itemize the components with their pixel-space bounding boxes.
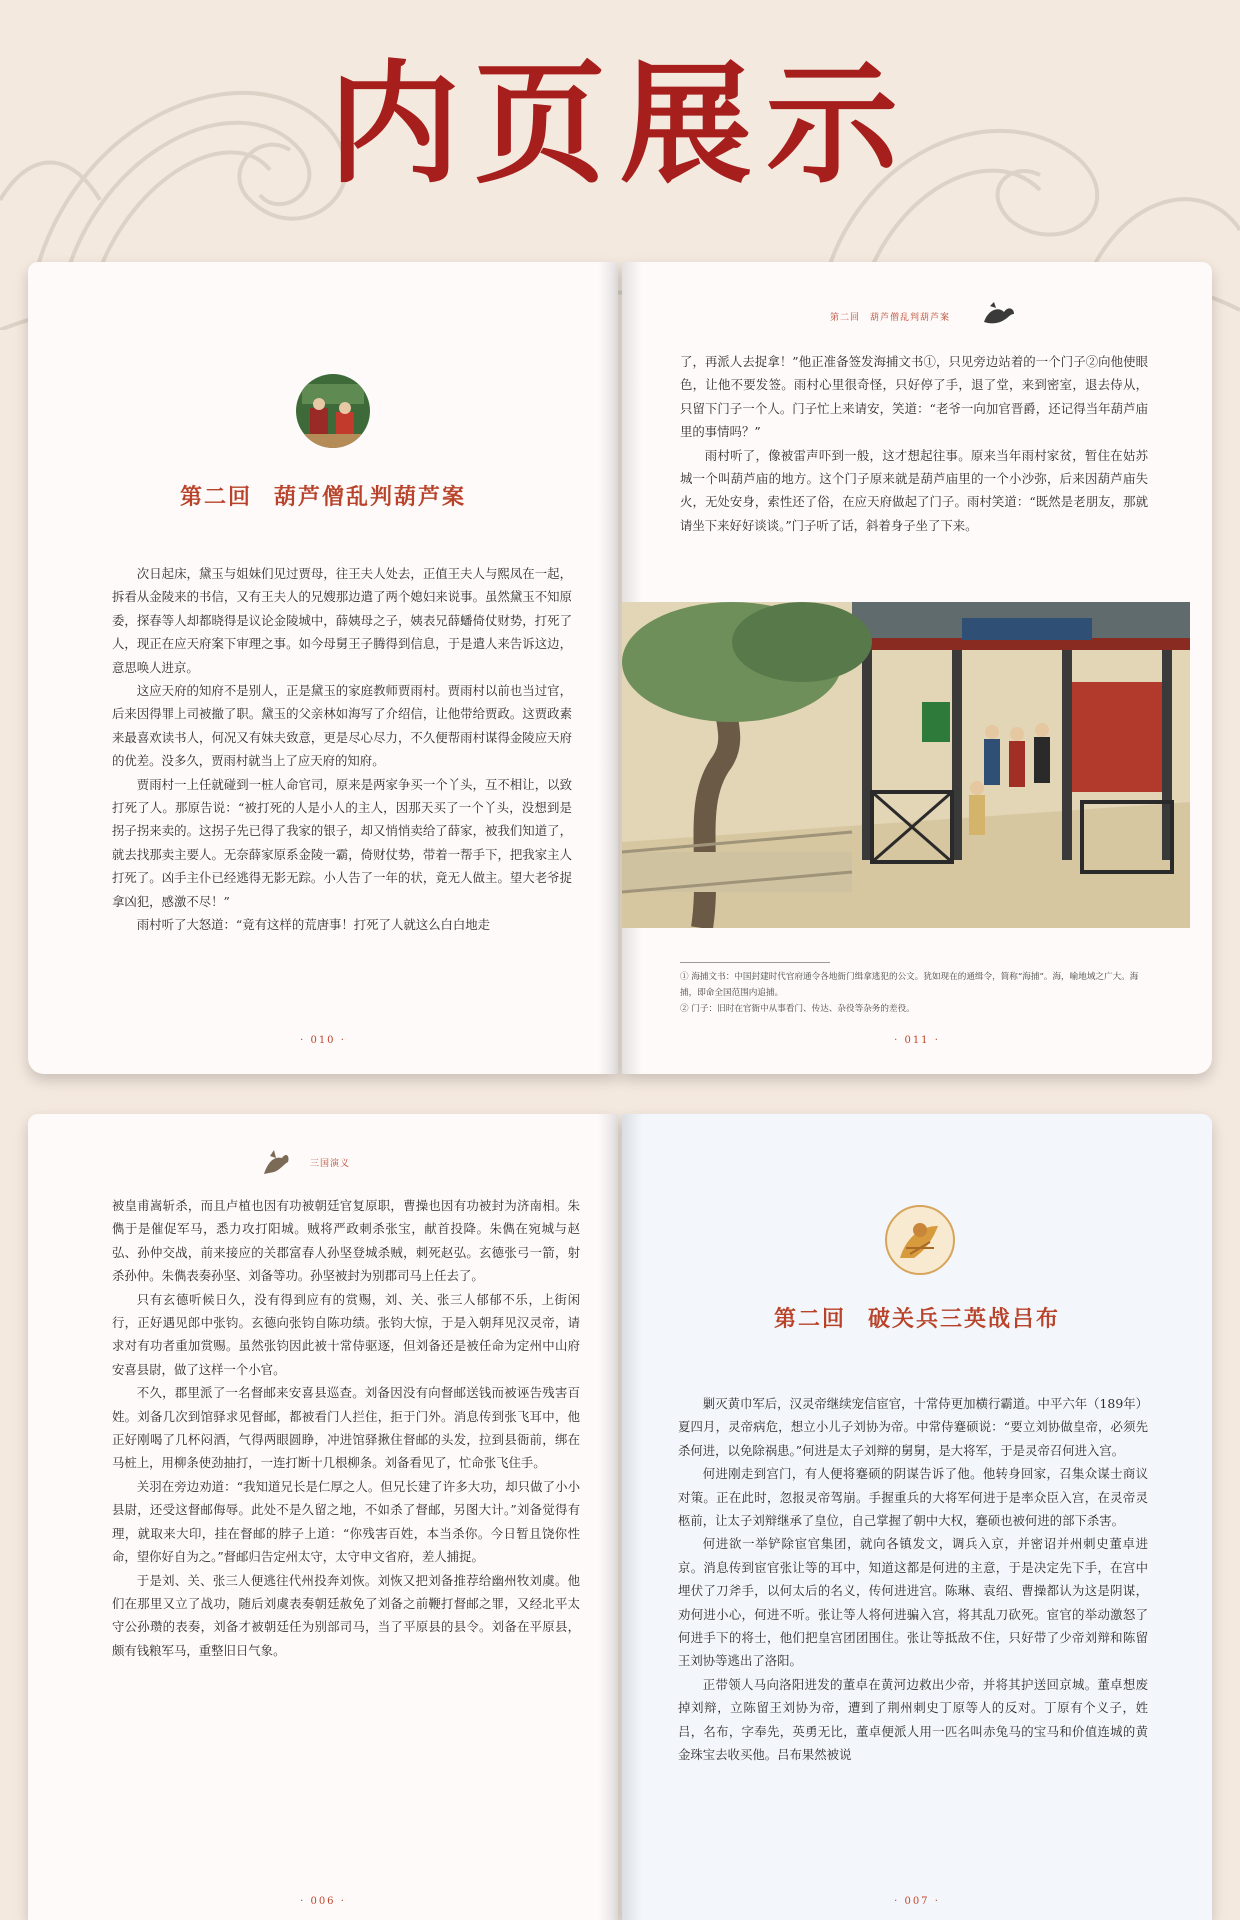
page-number: · 010 · [300,1035,346,1046]
paragraph: 雨村听了大怒道：“竟有这样的荒唐事！打死了人就这么白白地走 [136,917,491,933]
paragraph: 贾雨村一上任就碰到一桩人命官司，原来是两家争买一个丫头，互不相让，以致打死了人。那原告说：“被打死的人是小人的主人，因那天买了一个丫头，没想到是拐子拐来卖的。这拐子先已得了我家的银子，却又悄悄卖给了薛家，被我们知道了，就去找那卖主要人。无奈薛家原系金陵一霸，倚财仗势，带着一帮手下，把我家主人打死了。凶手主仆已经逃得无影无踪。小人告了一年的状，竟无人做主。望大老爷捉拿凶犯，感激不尽！” [112,776,572,909]
paragraph: 何进刚走到宫门，有人便将蹇硕的阴谋告诉了他。他转身回家，召集众谋士商议对策。正在此时，忽报灵帝驾崩。手握重兵的大将军何进于是率众臣入宫，在灵帝灵柩前，让太子刘辩继承了皇位，自己掌握了朝中大权，蹇硕也被何进的部下杀害。 [678,1466,1148,1529]
chapter-illustration [884,1204,956,1276]
book-page-010 [28,262,618,1074]
chapter-title: 第二回 葫芦僧乱判葫芦案 [179,484,467,510]
body-text [112,562,572,937]
page-number: · 006 · [300,1896,346,1907]
chapter-illustration [296,374,370,448]
paragraph: 雨村听了，像被雷声吓到一般，这才想起往事。原来当年雨村家贫，暂住在姑苏城一个叫葫芦庙的地方。这个门子原来就是葫芦庙里的一个小沙弥，后来因葫芦庙失火，无处安身，索性还了俗，在应天府做起了门子。雨村笑道：“既然是老朋友，那就请坐下来好好谈谈。”门子听了话，斜着身子坐了下来。 [680,447,1148,533]
body-text [678,1392,1148,1767]
paragraph: 被皇甫嵩斩杀，而且卢植也因有功被朝廷官复原职，曹操也因有功被封为济南相。朱儁于是催促军马，悉力攻打阳城。贼将严政刺杀张宝，献首投降。朱儁在宛城与赵弘、孙仲交战，前来接应的关郡富春人孙坚登城杀贼，刺死赵弘。玄德张弓一箭，射杀孙仲。朱儁表奏孙坚、刘备等功。孙坚被封为别郡司马上任去了。 [112,1198,580,1284]
body-text [112,1194,580,1662]
paragraph: 关羽在旁边劝道：“我知道兄长是仁厚之人。但兄长建了许多大功，却只做了小小县尉，还受这督邮侮辱。此处不是久留之地，不如杀了督邮，另图大计。”刘备觉得有理，就取来大印，挂在督邮的脖子上道：“你残害百姓，本当杀你。今日暂且饶你性命，望你好自为之。”督邮归告定州太守，太守申文省府，差人捕捉。 [112,1478,580,1565]
book-page-007 [622,1114,1212,1920]
paragraph: 于是刘、关、张三人便逃往代州投奔刘恢。刘恢又把刘备推荐给幽州牧刘虞。他们在那里又立了战功，随后刘虞表奏朝廷赦免了刘备之前鞭打督邮之罪，又经北平太守公孙瓒的表奏，刘备才被朝廷任为别部司马，当了平原县的县令。刘备在平原县，颇有钱粮军马，重整旧日气象。 [112,1572,580,1658]
chapter-title: 第二回 破关兵三英战吕布 [773,1306,1061,1332]
book-page-006 [28,1114,618,1920]
paragraph: 剿灭黄巾军后，汉灵帝继续宠信宦官，十常侍更加横行霸道。中平六年（189年）夏四月，灵帝病危，想立小儿子刘协为帝。中常侍蹇硕说：“要立刘协做皇帝，必须先杀何进，以免除祸患。”何进是太子刘辩的舅舅，是大将军，于是灵帝召何进入宫。 [678,1396,1148,1458]
footnotes [680,962,1150,1017]
ornament-icon [982,302,1016,326]
running-head: 三国演义 [310,1159,351,1169]
body-text [680,350,1148,537]
footnote: ① 海捕文书：中国封建时代官府通令各地衙门缉拿逃犯的公文。犹如现在的通缉令，简称“海捕”。海，喻地域之广大。海捕，即命全国范围内追捕。 [680,972,1139,998]
page-number: · 011 · [894,1035,940,1046]
paragraph: 何进欲一举铲除宦官集团，就向各镇发文，调兵入京，并密诏并州刺史董卓进京。消息传到宦官张让等的耳中，知道这都是何进的主意，于是决定先下手，在宫中埋伏了刀斧手，以何太后的名义，传何进进宫。陈琳、袁绍、曹操都认为这是阴谋，劝何进小心，何进不听。张让等人将何进骗入宫，将其乱刀砍死。宦官的举动激怒了何进手下的将士，他们把皇宫团团围住。张让等抵敌不住，只好带了少帝刘辩和陈留王刘协等逃出了洛阳。 [678,1536,1148,1669]
ornament-icon [260,1148,292,1178]
running-head: 第二回 葫芦僧乱判葫芦案 [830,313,951,323]
paragraph: 这应天府的知府不是别人，正是黛玉的家庭教师贾雨村。贾雨村以前也当过官，后来因得罪上司被撤了职。黛玉的父亲林如海写了介绍信，让他带给贾政。这贾政素来最喜欢读书人，何况又有妹夫致意，更是尽心尽力，不久便帮雨村谋得金陵应天府的优差。没多久，贾雨村就当上了应天府的知府。 [112,683,572,769]
court-scene-illustration [622,602,1190,928]
paragraph: 次日起床，黛玉与姐妹们见过贾母，往王夫人处去，正值王夫人与熙凤在一起，拆看从金陵来的书信，又有王夫人的兄嫂那边遣了两个媳妇来说事。虽然黛玉不知原委，探春等人却都晓得是议论金陵城中，薛姨母之子，姨表兄薛蟠倚仗财势，打死了人，现正在应天府案下审理之事。如今母舅王子腾得到信息，于是遣人来告诉这边，意思唤人进京。 [112,566,572,675]
paragraph: 不久，郡里派了一名督邮来安喜县巡查。刘备因没有向督邮送钱而被诬告残害百姓。刘备几次到馆驿求见督邮，都被看门人拦住，拒于门外。消息传到张飞耳中，他正好刚喝了几杯闷酒，气得两眼圆睁，冲进馆驿揪住督邮的头发，拉到县衙前，绑在马桩上，用柳条使劲抽打，一连打断十几根柳条。刘备看见了，忙命张飞住手。 [112,1385,580,1471]
book-page-011 [622,262,1212,1074]
paragraph: 了，再派人去捉拿！”他正准备签发海捕文书①，只见旁边站着的一个门子②向他使眼色，让他不要发签。雨村心里很奇怪，只好停了手，退了堂，来到密室，退去侍从，只留下门子一个人。门子忙上来请安，笑道：“老爷一向加官晋爵，还记得当年葫芦庙里的事情吗？” [680,354,1148,440]
page-title: 内页展示 [328,48,912,202]
paragraph: 只有玄德听候日久，没有得到应有的赏赐，刘、关、张三人郁郁不乐，上街闲行，正好遇见郎中张钧。玄德向张钧自陈功绩。张钧大惊，于是入朝拜见汉灵帝，请求对有功者重加赏赐。虽然张钧因此被十常侍驱逐，但刘备还是被任命为定州中山府安喜县尉，做了这样一个小官。 [112,1291,580,1377]
footnote: ② 门子：旧时在官衙中从事看门、传达、杂役等杂务的差役。 [680,1004,915,1014]
page-number: · 007 · [894,1896,940,1907]
paragraph: 正带领人马向洛阳进发的董卓在黄河边救出少帝，并将其护送回京城。董卓想废掉刘辩，立陈留王刘协为帝，遭到了荆州刺史丁原等人的反对。丁原有个义子，姓吕，名布，字奉先，英勇无比，董卓便派人用一匹名叫赤兔马的宝马和价值连城的黄金珠宝去收买他。吕布果然被说 [678,1676,1148,1763]
